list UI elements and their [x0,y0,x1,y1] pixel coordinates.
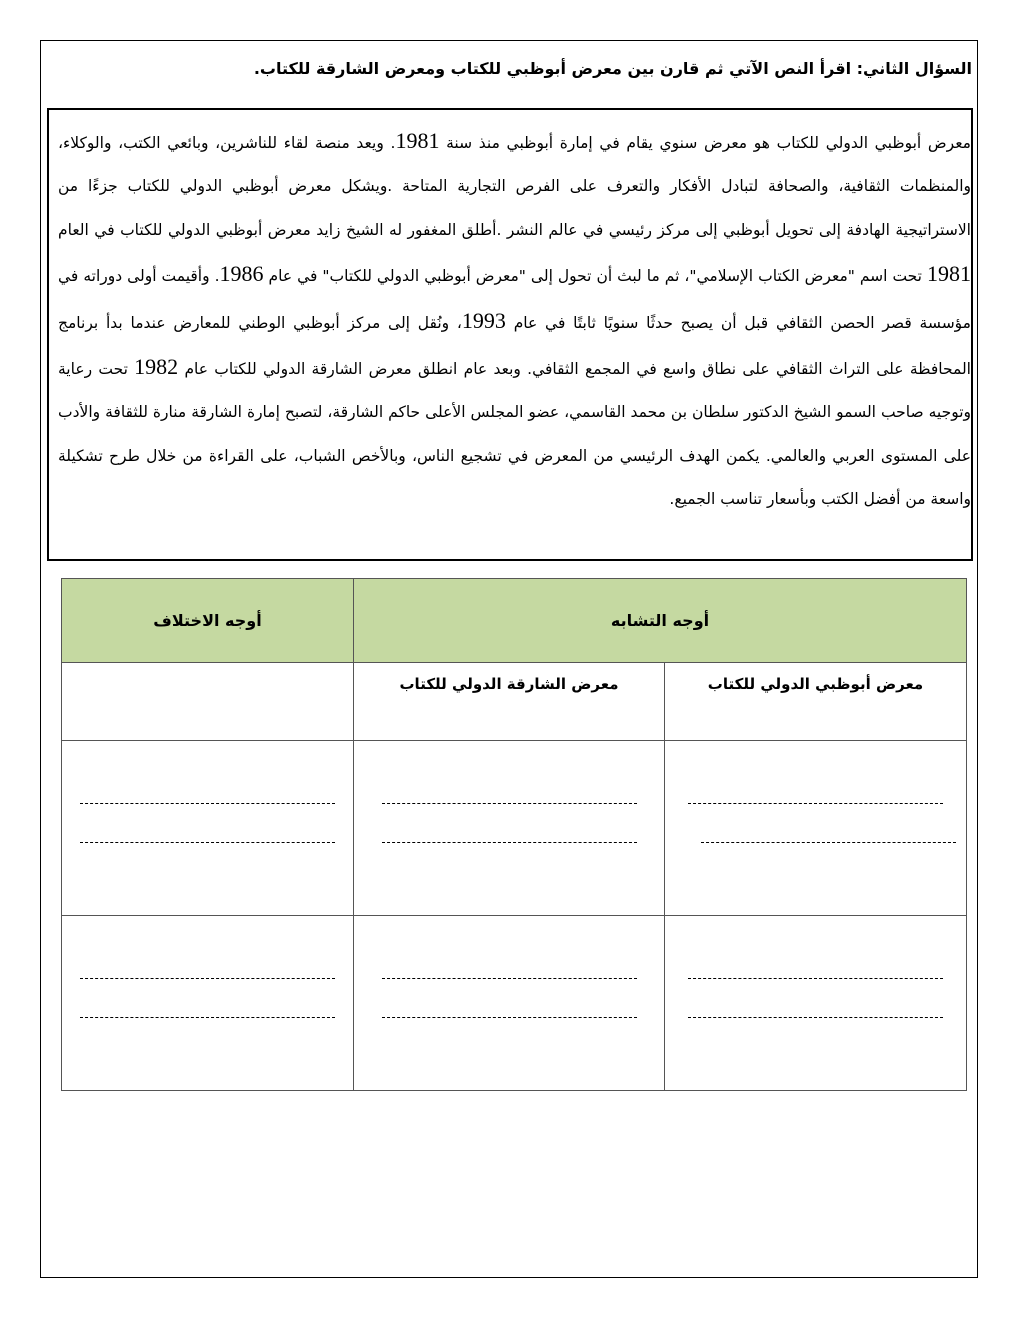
comparison-table [61,578,967,1091]
answer-line[interactable] [80,1017,335,1018]
abudhabi-header: معرض أبوظبي الدولي للكتاب [665,663,967,741]
year-number: 1982 [134,354,179,380]
answer-line[interactable] [382,803,637,804]
answer-line[interactable] [688,1017,943,1018]
answer-line[interactable] [701,842,956,843]
year-number: 1986 [219,261,264,287]
year-number: 1981 [395,128,440,153]
differences-subheader-empty [62,663,354,741]
answer-cell-sharjah[interactable] [354,916,665,1091]
similarities-header: أوجه التشابه [354,579,967,663]
passage-part: . وأقيمت أولى دوراته في مؤسسة قصر الحصن الثقافي قبل أن يصبح حدثًا سنويًا ثابتًا في عام [58,267,971,332]
passage-part: تحت رعاية وتوجيه صاحب السمو الشيخ الدكتور سلطان بن محمد القاسمي، عضو المجلس الأعلى حاكم الشارقة، لتصبح إمارة الشارقة منارة للثقافة والأدب على المستوى العربي والعالمي. يكمن الهدف الرئيسي من المعرض في تشجيع الناس، وبالأخص الشباب، على القراءة من خلال طرح تشكيلة واسعة من أفضل الكتب وبأسعار تناسب الجميع. [58,360,971,509]
answer-line[interactable] [688,978,943,979]
answer-cell-differences[interactable] [62,741,354,916]
answer-cell-differences[interactable] [62,916,354,1091]
passage-text [58,119,971,522]
sharjah-header: معرض الشارقة الدولي للكتاب [354,663,665,741]
passage-box [47,108,973,561]
answer-line[interactable] [382,1017,637,1018]
table-subheader-row [62,663,967,741]
answer-cell-abudhabi[interactable] [665,916,967,1091]
differences-header: أوجه الاختلاف [62,579,354,663]
passage-part: تحت اسم "معرض الكتاب الإسلامي"، ثم ما لبث أن تحول إلى "معرض أبوظبي الدولي للكتاب" في عام [263,267,927,286]
answer-line[interactable] [80,842,335,843]
question-title: السؤال الثاني: اقرأ النص الآتي ثم قارن بين معرض أبوظبي للكتاب ومعرض الشارقة للكتاب. [253,59,972,78]
year-number: 1981 [927,261,971,287]
passage-part: ، ونُقل إلى مركز أبوظبي الوطني للمعارض عندما بدأ برنامج المحافظة على التراث الثقافي على نطاق واسع في المجمع الثقافي. وبعد عام انطلق معرض الشارقة الدولي للكتاب عام [58,313,971,379]
table-header-row [62,579,967,663]
answer-row [62,916,967,1091]
answer-cell-abudhabi[interactable] [665,741,967,916]
answer-row [62,741,967,916]
passage-part: معرض أبوظبي الدولي للكتاب هو معرض سنوي يقام في إمارة أبوظبي منذ سنة [439,134,971,152]
answer-line[interactable] [382,842,637,843]
answer-line[interactable] [80,803,335,804]
answer-line[interactable] [80,978,335,979]
passage-part: . ويعد منصة لقاء للناشرين، وبائعي الكتب، والوكلاء، والمنظمات الثقافية، والصحافة لتبادل الأفكار والتعرف على الفرص التجارية المتاحة .ويشكل معرض أبوظبي الدولي للكتاب جزءًا من الاستراتيجية الهادفة إلى تحويل أبوظبي إلى مركز رئيسي في عالم النشر .أطلق المغفور له الشيخ زايد معرض أبوظبي الدولي للكتاب في العام [58,134,971,239]
answer-line[interactable] [382,978,637,979]
answer-cell-sharjah[interactable] [354,741,665,916]
answer-line[interactable] [688,803,943,804]
year-number: 1993 [461,307,506,333]
